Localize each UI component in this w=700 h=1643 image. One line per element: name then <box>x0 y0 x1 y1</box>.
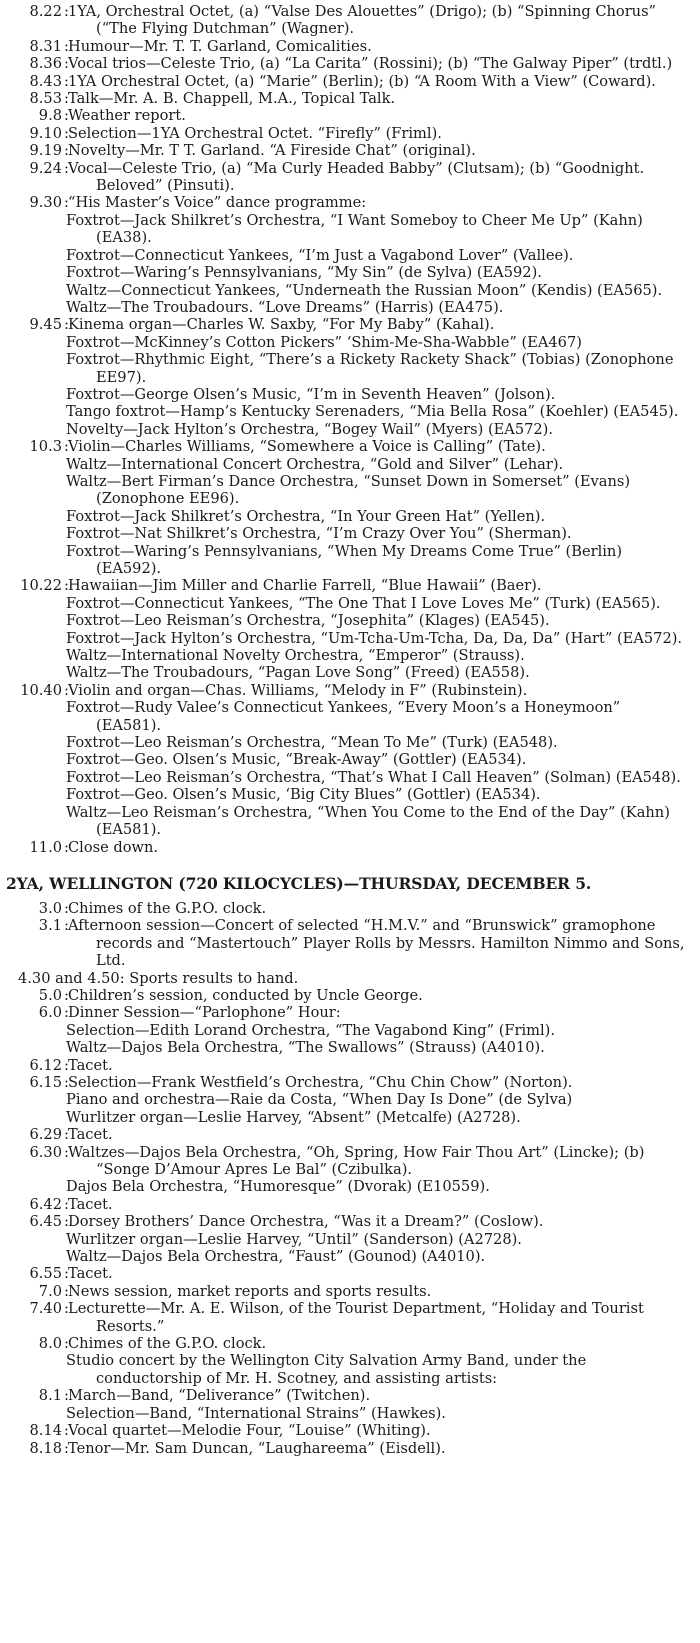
programme-entry <box>0 1144 700 1179</box>
programme-sub-item: Foxtrot—Geo. Olsen’s Music, ‘Big City Blues” (Gottler) (EA534). <box>66 786 541 804</box>
entry-time: 6.45 <box>29 1213 62 1231</box>
entry-time: 5.0 <box>38 986 62 1004</box>
programme-entry <box>0 438 700 455</box>
entry-text: Weather report. <box>68 107 186 125</box>
programme-sub-item: Foxtrot—George Olsen’s Music, “I’m in Seventh Heaven” (Jolson). <box>66 385 556 403</box>
entry-text: Humour—Mr. T. T. Garland, Comicalities. <box>68 37 372 55</box>
programme-entry <box>0 194 700 211</box>
time-separator: : <box>64 1073 69 1091</box>
programme-entry <box>0 1440 700 1457</box>
entry-text: Dinner Session—“Parlophone” Hour: <box>68 1004 341 1022</box>
programme-sub-item: Selection—Band, “International Strains” (Hawkes). <box>66 1404 446 1422</box>
entry-text: Lecturette—Mr. A. E. Wilson, of the Tourist Department, “Holiday and Tourist Resorts.” <box>68 1300 644 1335</box>
time-separator: : <box>64 838 69 856</box>
entry-text: Vocal trios—Celeste Trio, (a) “La Carita” (Rossini); (b) “The Galway Piper” (trdtl.) <box>68 55 673 73</box>
programme-entry <box>0 682 700 699</box>
programme-entry <box>0 1196 700 1213</box>
entry-text: Dorsey Brothers’ Dance Orchestra, “Was it a Dream?” (Coslow). <box>68 1213 544 1231</box>
entry-text: Chimes of the G.P.O. clock. <box>68 899 267 917</box>
entry-time: 8.22 <box>29 3 62 20</box>
time-separator: : <box>64 1422 69 1440</box>
entry-time: 7.40 <box>29 1300 62 1318</box>
time-separator: : <box>64 917 69 935</box>
entry-text: Afternoon session—Concert of selected “H.M.V.” and “Brunswick” gramophone records and “Mastertouch” Player Rolls by Messrs. Hamilton Nimmo and Sons, Ltd. <box>68 917 685 970</box>
entry-text: 4.30 and 4.50: Sports results to hand. <box>18 969 299 987</box>
time-separator: : <box>64 90 69 108</box>
time-separator: : <box>64 1004 69 1022</box>
programme-sub-item: Foxtrot—Waring’s Pennsylvanians, “When My Dreams Come True” (Berlin) (EA592). <box>66 542 623 577</box>
programme-entry <box>0 839 700 856</box>
entry-time: 9.10 <box>29 124 62 142</box>
programme-section-2ya <box>0 900 700 1457</box>
programme-sub-item: Waltz—Leo Reisman’s Orchestra, “When You Come to the End of the Day” (Kahn) (EA581). <box>66 803 670 839</box>
entry-text: Kinema organ—Charles W. Saxby, “For My Baby” (Kahal). <box>68 316 495 334</box>
entry-text: Waltzes—Dajos Bela Orchestra, “Oh, Spring, How Fair Thou Art” (Lincke); (b) “Songe D’Amour Apres Le Bal” (Czibulka). <box>68 1143 645 1178</box>
entry-time: 3.1 <box>38 917 62 935</box>
programme-entry <box>0 1126 700 1143</box>
programme-sub-item: Foxtrot—Rudy Valee’s Connecticut Yankees, “Every Moon’s a Honeymoon” (EA581). <box>66 699 621 734</box>
entry-time: 10.40 <box>20 681 62 699</box>
programme-entry <box>0 3 700 38</box>
entry-time: 6.30 <box>29 1143 62 1161</box>
entry-text: Selection—Frank Westfield’s Orchestra, “Chu Chin Chow” (Norton). <box>68 1073 573 1091</box>
programme-sub-item: Waltz—Dajos Bela Orchestra, “Faust” (Gounod) (A4010). <box>66 1248 486 1266</box>
programme-sub-item: Waltz—Dajos Bela Orchestra, “The Swallows” (Strauss) (A4010). <box>66 1039 545 1057</box>
programme-entry <box>0 577 700 594</box>
programme-sub-item: Wurlitzer organ—Leslie Harvey, “Until” (Sanderson) (A2728). <box>66 1230 522 1248</box>
programme-sub-item: Novelty—Jack Hylton’s Orchestra, “Bogey Wail” (Myers) (EA572). <box>66 420 554 438</box>
programme-sub-item: Piano and orchestra—Raie da Costa, “When Day Is Done” (de Sylva) <box>66 1091 573 1109</box>
programme-entry <box>0 107 700 124</box>
programme-entry <box>0 1213 700 1230</box>
time-separator: : <box>64 1439 69 1457</box>
entry-time: 9.30 <box>29 194 62 212</box>
programme-entry <box>0 160 700 195</box>
entry-text: Children’s session, conducted by Uncle George. <box>68 986 423 1004</box>
programme-sub-item: Waltz—Bert Firman’s Dance Orchestra, “Sunset Down in Somerset” (Evans) (Zonophone EE96). <box>66 472 631 508</box>
time-separator: : <box>64 37 69 55</box>
time-separator: : <box>64 1143 69 1161</box>
time-separator: : <box>64 899 69 917</box>
entry-time: 8.14 <box>29 1422 62 1440</box>
station-heading: 2YA, WELLINGTON (720 KILOCYCLES)—THURSDAY, DECEMBER 5. <box>6 873 592 893</box>
entry-text: 1YA, Orchestral Octet, (a) “Valse Des Alouettes” (Drigo); (b) “Spinning Chorus” (“The Flying Dutchman” (Wagner). <box>68 3 657 38</box>
programme-entry <box>0 125 700 142</box>
time-separator: : <box>64 316 69 334</box>
programme-entry <box>0 1387 700 1404</box>
programme-sub-item: Waltz—International Novelty Orchestra, “Emperor” (Strauss). <box>66 647 525 665</box>
time-separator: : <box>64 1126 69 1144</box>
programme-sub-item: Foxtrot—Leo Reisman’s Orchestra, “Mean To Me” (Turk) (EA548). <box>66 734 558 752</box>
programme-entry <box>0 917 700 969</box>
entry-time: 10.22 <box>20 577 62 595</box>
entry-text: Tacet. <box>68 1265 113 1283</box>
entry-text: Selection—1YA Orchestral Octet. “Firefly” (Friml). <box>68 124 442 142</box>
entry-text: “His Master’s Voice” dance programme: <box>68 194 367 212</box>
entry-time: 6.15 <box>29 1073 62 1091</box>
time-separator: : <box>64 142 69 160</box>
programme-sub-item: Foxtrot—Jack Shilkret’s Orchestra, “In Your Green Hat” (Yellen). <box>66 507 546 525</box>
programme-sub-item: Foxtrot—Geo. Olsen’s Music, “Break-Away” (Gottler) (EA534). <box>66 751 527 769</box>
time-separator: : <box>64 124 69 142</box>
programme-entry <box>0 1057 700 1074</box>
time-separator: : <box>64 72 69 90</box>
entry-time: 8.0 <box>38 1335 62 1353</box>
time-separator: : <box>64 1387 69 1405</box>
entry-text: Hawaiian—Jim Miller and Charlie Farrell, “Blue Hawaii” (Baer). <box>68 577 542 595</box>
entry-time: 11.0 <box>29 838 62 856</box>
programme-entry <box>0 1300 700 1335</box>
entry-time: 9.8 <box>38 107 62 125</box>
time-separator: : <box>64 577 69 595</box>
programme-entry <box>0 316 700 333</box>
time-separator: : <box>64 1282 69 1300</box>
entry-text: Tacet. <box>68 1126 113 1144</box>
programme-entry <box>0 142 700 159</box>
entry-text: Violin—Charles Williams, “Somewhere a Voice is Calling” (Tate). <box>68 438 546 456</box>
programme-sub-item: Selection—Edith Lorand Orchestra, “The Vagabond King” (Friml). <box>66 1021 556 1039</box>
programme-entry <box>0 1004 700 1021</box>
programme-sub-item: Foxtrot—McKinney’s Cotton Pickers” ‘Shim-Me-Sha-Wabble” (EA467) <box>66 333 582 351</box>
entry-time: 6.0 <box>38 1004 62 1022</box>
entry-time: 6.42 <box>29 1195 62 1213</box>
programme-sub-item: Foxtrot—Leo Reisman’s Orchestra, “Josephita” (Klages) (EA545). <box>66 612 550 630</box>
time-separator: : <box>64 1195 69 1213</box>
programme-entry <box>0 1074 700 1091</box>
programme-entry <box>0 1265 700 1282</box>
entry-text: Tacet. <box>68 1195 113 1213</box>
time-separator: : <box>64 3 69 20</box>
entry-time: 3.0 <box>38 899 62 917</box>
programme-sub-item: Tango foxtrot—Hamp’s Kentucky Serenaders, “Mia Bella Rosa” (Koehler) (EA545). <box>66 403 679 421</box>
entry-text: Tenor—Mr. Sam Duncan, “Laughareema” (Eisdell). <box>68 1439 446 1457</box>
programme-entry <box>0 73 700 90</box>
programme-entry <box>0 38 700 55</box>
time-separator: : <box>64 107 69 125</box>
time-separator: : <box>64 438 69 456</box>
time-separator: : <box>64 194 69 212</box>
programme-sub-item: Foxtrot—Leo Reisman’s Orchestra, “That’s What I Call Heaven” (Solman) (EA548). <box>66 768 681 786</box>
entry-time: 8.1 <box>38 1387 62 1405</box>
entry-text: News session, market reports and sports results. <box>68 1282 432 1300</box>
entry-text: Novelty—Mr. T T. Garland. “A Fireside Chat” (original). <box>68 142 476 160</box>
entry-time: 9.45 <box>29 316 62 334</box>
entry-time: 7.0 <box>38 1282 62 1300</box>
programme-entry <box>0 1422 700 1439</box>
entry-text: Violin and organ—Chas. Williams, “Melody in F” (Rubinstein). <box>68 681 528 699</box>
programme-entry <box>0 970 700 987</box>
entry-time: 8.18 <box>29 1439 62 1457</box>
entry-time: 8.31 <box>29 37 62 55</box>
time-separator: : <box>64 1300 69 1318</box>
programme-entry <box>0 900 700 917</box>
programme-section-1ya <box>0 3 700 856</box>
programme-entry <box>0 987 700 1004</box>
programme-entry <box>0 1283 700 1300</box>
time-separator: : <box>64 986 69 1004</box>
programme-sub-item: Foxtrot—Connecticut Yankees, “I’m Just a Vagabond Lover” (Vallee). <box>66 246 574 264</box>
time-separator: : <box>64 681 69 699</box>
time-separator: : <box>64 1056 69 1074</box>
entry-text: Chimes of the G.P.O. clock. <box>68 1335 267 1353</box>
entry-time: 6.12 <box>29 1056 62 1074</box>
entry-time: 8.43 <box>29 72 62 90</box>
entry-time: 6.29 <box>29 1126 62 1144</box>
entry-text: Tacet. <box>68 1056 113 1074</box>
programme-sub-item: Foxtrot—Jack Hylton’s Orchestra, “Um-Tcha-Um-Tcha, Da, Da, Da” (Hart” (EA572). <box>66 629 683 647</box>
programme-sub-item: Studio concert by the Wellington City Salvation Army Band, under the conductorship of Mr. H. Scotney, and assisting artists: <box>66 1352 587 1387</box>
time-separator: : <box>64 1265 69 1283</box>
entry-text: Talk—Mr. A. B. Chappell, M.A., Topical Talk. <box>68 90 396 108</box>
programme-sub-item: Foxtrot—Jack Shilkret’s Orchestra, “I Want Someboy to Cheer Me Up” (Kahn) (EA38). <box>66 211 643 247</box>
programme-sub-item: Foxtrot—Connecticut Yankees, “The One That I Love Loves Me” (Turk) (EA565). <box>66 594 661 612</box>
entry-text: March—Band, “Deliverance” (Twitchen). <box>68 1387 371 1405</box>
entry-time: 8.36 <box>29 55 62 73</box>
time-separator: : <box>64 55 69 73</box>
entry-time: 10.3 <box>29 438 62 456</box>
programme-sub-item: Waltz—International Concert Orchestra, “Gold and Silver” (Lehar). <box>66 455 564 473</box>
programme-sub-item: Waltz—Connecticut Yankees, “Underneath the Russian Moon” (Kendis) (EA565). <box>66 281 663 299</box>
time-separator: : <box>64 159 69 177</box>
programme-sub-item: Dajos Bela Orchestra, “Humoresque” (Dvorak) (E10559). <box>66 1178 490 1196</box>
programme-entry <box>0 55 700 72</box>
programme-sub-item: Foxtrot—Nat Shilkret’s Orchestra, “I’m Crazy Over You” (Sherman). <box>66 525 572 543</box>
entry-time: 9.24 <box>29 159 62 177</box>
entry-text: 1YA Orchestral Octet, (a) “Marie” (Berlin); (b) “A Room With a View” (Coward). <box>68 72 656 90</box>
programme-sub-item: Waltz—The Troubadours, “Pagan Love Song” (Freed) (EA558). <box>66 664 530 682</box>
time-separator: : <box>64 1335 69 1353</box>
programme-sub-item: Foxtrot—Rhythmic Eight, “There’s a Rickety Rackety Shack” (Tobias) (Zonophone EE97). <box>66 351 674 386</box>
entry-time: 8.53 <box>29 90 62 108</box>
entry-text: Vocal quartet—Melodie Four, “Louise” (Whiting). <box>68 1422 431 1440</box>
time-separator: : <box>64 1213 69 1231</box>
programme-entry <box>0 1335 700 1352</box>
entry-text: Vocal—Celeste Trio, (a) “Ma Curly Headed Babby” (Clutsam); (b) “Goodnight. Beloved” (Pinsuti). <box>68 159 645 195</box>
entry-time: 6.55 <box>29 1265 62 1283</box>
programme-sub-item: Waltz—The Troubadours. “Love Dreams” (Harris) (EA475). <box>66 298 504 316</box>
programme-sub-item: Wurlitzer organ—Leslie Harvey, “Absent” (Metcalfe) (A2728). <box>66 1108 521 1126</box>
entry-time: 9.19 <box>29 142 62 160</box>
programme-sub-item: Foxtrot—Waring’s Pennsylvanians, “My Sin” (de Sylva) (EA592). <box>66 264 542 282</box>
programme-entry <box>0 90 700 107</box>
entry-text: Close down. <box>68 838 159 856</box>
